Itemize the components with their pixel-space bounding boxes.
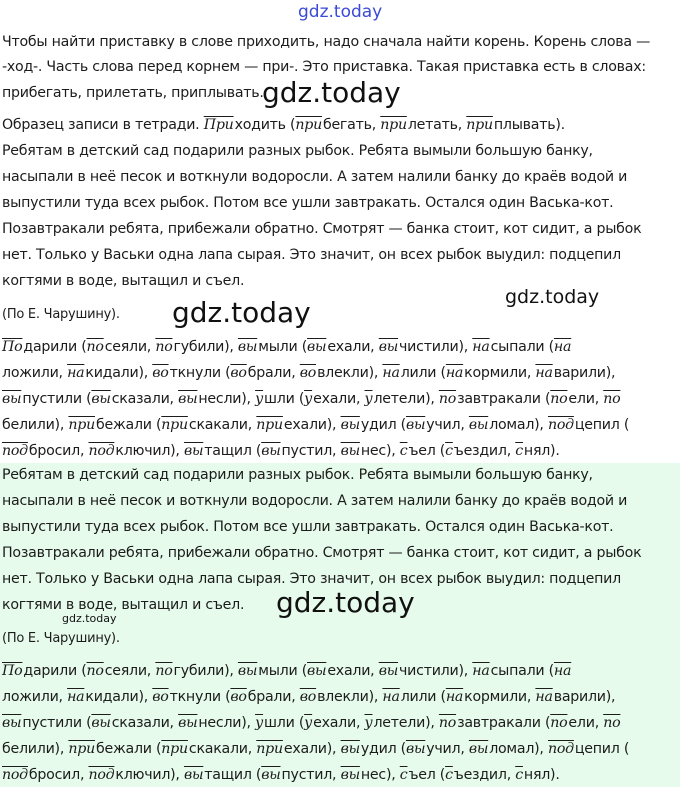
prefix-mark: у: [255, 391, 264, 407]
prefix-mark: вы: [378, 339, 399, 355]
word-rest: ложили,: [2, 689, 68, 705]
prefix-mark: при: [380, 117, 407, 133]
answer-row-4-repeat: [2, 737, 678, 763]
prefix-mark: на: [535, 689, 553, 705]
word-rest: ложили,: [2, 365, 68, 381]
prefix-mark: по: [603, 391, 621, 407]
prefix-mark: вы: [2, 715, 22, 731]
word-rest: ехали,: [313, 391, 365, 407]
prefix-mark: под: [88, 443, 115, 459]
prefix-mark: у: [364, 715, 373, 731]
prefix-mark: под: [547, 417, 574, 433]
prefix-mark: вы: [405, 417, 426, 433]
prefix-mark: на: [445, 689, 464, 705]
prefix-mark: во: [152, 365, 169, 381]
prefix-mark: на: [472, 663, 490, 679]
watermark-4: gdz.today: [276, 586, 415, 619]
prefix-mark: по: [603, 715, 621, 731]
prefix-mark: вы: [405, 741, 426, 757]
watermark-5: gdz.today: [62, 612, 117, 625]
story-line-2: насыпали в неё песок и воткнули водоросли. А затем налили банку до краёв водой и: [2, 169, 628, 185]
prefix-mark: вы: [178, 715, 198, 731]
prefix-mark: под: [88, 767, 115, 783]
word-rest: тащил (: [204, 443, 262, 459]
word-rest: брали,: [247, 689, 300, 705]
word-rest: цепил (: [574, 417, 630, 433]
word-rest: ткнули (: [169, 689, 231, 705]
prefix-mark: на: [67, 365, 85, 381]
prefix-mark: вы: [468, 741, 489, 757]
prefix-mark: на: [382, 689, 400, 705]
story-line-3: выпустили туда всех рыбок. Потом все ушли завтракать. Остался один Васька-кот.: [2, 195, 614, 211]
prefix-mark: вы: [2, 391, 22, 407]
word-rest: ехали,: [327, 663, 379, 679]
prefix-mark: вы: [340, 443, 360, 459]
watermark-1: gdz.today: [262, 76, 401, 109]
prefix-mark: у: [304, 391, 313, 407]
word-rest: ъел (: [408, 767, 446, 783]
prefix-mark: вы: [378, 663, 399, 679]
prefix-mark: под: [2, 767, 28, 783]
prefix-mark: вы: [307, 663, 327, 679]
prefix-mark: вы: [261, 767, 281, 783]
prefix-mark: на: [445, 365, 464, 381]
prefix-mark: с: [445, 443, 453, 459]
word-rest: ели,: [568, 391, 604, 407]
word-rest: ломал),: [489, 741, 548, 757]
story-line-3-repeat: выпустили туда всех рыбок. Потом все ушли завтракать. Остался один Васька-кот.: [2, 519, 614, 535]
word-rest: бежали (: [95, 741, 162, 757]
answer-row-4: [2, 413, 678, 439]
story-line-6-repeat: когтями в воде, вытащил и съел.: [2, 597, 245, 613]
story-line-4: Позавтракали ребята, прибежали обратно. Смотрят — банка стоит, кот сидит, а рыбок: [2, 221, 642, 237]
word-rest: несли),: [198, 391, 256, 407]
prefix-mark: у: [255, 715, 264, 731]
prefix-mark: вы: [340, 417, 360, 433]
word-rest: сказали,: [111, 715, 179, 731]
word-rest: удил (: [360, 741, 406, 757]
prefix-mark: у: [304, 715, 313, 731]
word-rest: нес),: [360, 767, 400, 783]
prefix-mark: на: [535, 365, 553, 381]
prefix-mark: под: [2, 443, 28, 459]
prefix-mark: вы: [237, 663, 258, 679]
prefix-mark: на: [472, 339, 490, 355]
word-rest: кормили,: [464, 365, 536, 381]
prefix-mark: у: [364, 391, 373, 407]
story-line-1: Ребятам в детский сад подарили разных рыбок. Ребята вымыли большую банку,: [2, 143, 593, 159]
word-rest: пустил,: [281, 443, 341, 459]
prefix-mark: на: [553, 663, 572, 679]
prefix-mark: при: [161, 417, 188, 433]
answer-row-2-repeat: [2, 685, 678, 711]
prefix-mark: под: [547, 741, 574, 757]
prefix-mark: с: [399, 767, 408, 783]
prefix-mark: вы: [91, 391, 111, 407]
watermark-2: gdz.today: [172, 296, 311, 329]
prefix-mark: во: [299, 689, 317, 705]
word-rest: пустили (: [22, 715, 92, 731]
prefix-mark: вы: [307, 339, 327, 355]
word-rest: сыпали (: [490, 663, 554, 679]
word-rest: шли (: [264, 391, 305, 407]
word-rest: дарили (: [23, 339, 87, 355]
word-rest: плывать).: [493, 117, 565, 133]
word-rest: завтракали (: [457, 391, 551, 407]
prefix-mark: вы: [237, 339, 258, 355]
prefix-mark: во: [230, 689, 247, 705]
intro-line-1: Чтобы найти приставку в слове приходить, надо сначала найти корень. Корень слова —: [2, 34, 651, 50]
word-rest: ехали,: [327, 339, 379, 355]
word-rest: бросил,: [28, 443, 89, 459]
word-rest: учил,: [426, 741, 469, 757]
word-rest: летели),: [373, 391, 439, 407]
word-rest: чистили),: [399, 663, 473, 679]
prefix-mark: с: [515, 443, 523, 459]
word-rest: нял).: [523, 767, 560, 783]
word-rest: ели,: [568, 715, 604, 731]
word-rest: скакали,: [188, 417, 257, 433]
word-rest: губили),: [173, 663, 238, 679]
prefix-mark: с: [515, 767, 523, 783]
word-rest: тащил (: [204, 767, 262, 783]
prefix-mark: вы: [178, 391, 198, 407]
answer-row-1-repeat: [2, 659, 678, 685]
prefix-mark: с: [399, 443, 408, 459]
word-rest: удил (: [360, 417, 406, 433]
word-rest: несли),: [198, 715, 256, 731]
word-rest: губили),: [173, 339, 238, 355]
prefix-mark: во: [230, 365, 247, 381]
prefix-mark: при: [466, 117, 493, 133]
prefix-mark: вы: [468, 417, 489, 433]
word-rest: цепил (: [574, 741, 630, 757]
prefix-mark: по: [550, 715, 568, 731]
prefix-mark: По: [2, 339, 23, 355]
word-rest: бросил,: [28, 767, 89, 783]
word-rest: влекли),: [317, 365, 383, 381]
word-rest: сеяли,: [104, 339, 156, 355]
word-rest: варили),: [553, 689, 616, 705]
word-rest: ехали,: [313, 715, 365, 731]
word-rest: бегать,: [322, 117, 376, 133]
prefix-mark: вы: [261, 443, 281, 459]
prefix-mark: при: [68, 741, 95, 757]
answer-row-3: [2, 387, 678, 413]
prefix-mark: при: [295, 117, 322, 133]
word-rest: летели),: [373, 715, 439, 731]
word-rest: белили),: [2, 741, 69, 757]
prefix-mark: по: [155, 663, 173, 679]
word-rest: кормили,: [464, 689, 536, 705]
story-line-2-repeat: насыпали в неё песок и воткнули водоросли. А затем налили банку до краёв водой и: [2, 493, 628, 509]
prefix-mark: по: [86, 339, 104, 355]
prefix-mark: на: [67, 689, 85, 705]
prefix-mark: при: [256, 741, 283, 757]
prefix-mark: по: [438, 715, 457, 731]
word-rest: мыли (: [258, 339, 307, 355]
story-line-5: нет. Только у Васьки одна лапа сырая. Это значит, он всех рыбок выудил: подцепил: [2, 247, 621, 263]
answer-row-2: [2, 361, 678, 387]
story-line-6: когтями в воде, вытащил и съел.: [2, 273, 245, 289]
word-rest: ъездил,: [453, 443, 516, 459]
answer-row-5: [2, 439, 678, 465]
story-author-repeat: (По Е. Чарушину).: [2, 631, 120, 646]
prefix-mark: на: [382, 365, 400, 381]
prefix-mark: По: [2, 663, 23, 679]
watermark-3: gdz.today: [505, 286, 600, 308]
word-rest: варили),: [553, 365, 616, 381]
word-rest: нес),: [360, 443, 400, 459]
story-line-4-repeat: Позавтракали ребята, прибежали обратно. Смотрят — банка стоит, кот сидит, а рыбок: [2, 545, 642, 561]
answer-row-3-repeat: [2, 711, 678, 737]
word-rest: нял).: [523, 443, 560, 459]
word-rest: чистили),: [399, 339, 473, 355]
word-rest: завтракали (: [457, 715, 551, 731]
word-rest: лили (: [400, 365, 446, 381]
prefix-mark: по: [550, 391, 568, 407]
intro-line-2: -ход-. Часть слова перед корнем — при-. Это приставка. Такая приставка есть в словах:: [2, 59, 646, 75]
prefix-mark: по: [86, 663, 104, 679]
word-rest: сыпали (: [490, 339, 554, 355]
story-author: (По Е. Чарушину).: [2, 307, 120, 322]
prefix-mark: с: [445, 767, 453, 783]
word-rest: ключил),: [115, 767, 184, 783]
story-line-1-repeat: Ребятам в детский сад подарили разных рыбок. Ребята вымыли большую банку,: [2, 467, 593, 483]
prefix-mark: вы: [183, 767, 204, 783]
word-rest: ходить: [234, 117, 286, 133]
word-rest: шли (: [264, 715, 305, 731]
example-line: Образец записи в тетради. Приходить (прибегать, прилетать, приплывать).: [2, 117, 565, 133]
prefix-mark: при: [161, 741, 188, 757]
prefix-mark: вы: [183, 443, 204, 459]
word-rest: ехали),: [283, 417, 341, 433]
story-line-5-repeat: нет. Только у Васьки одна лапа сырая. Это значит, он всех рыбок выудил: подцепил: [2, 571, 621, 587]
word-rest: дарили (: [23, 663, 87, 679]
word-rest: брали,: [247, 365, 300, 381]
prefix-mark: вы: [340, 741, 360, 757]
word-rest: влекли),: [317, 689, 383, 705]
word-rest: скакали,: [188, 741, 257, 757]
prefix-mark: по: [155, 339, 173, 355]
prefix-mark: вы: [340, 767, 360, 783]
word-rest: сказали,: [111, 391, 179, 407]
word-rest: ъел (: [408, 443, 446, 459]
prefix-mark: при: [68, 417, 95, 433]
word-rest: ключил),: [115, 443, 184, 459]
intro-line-3: прибегать, прилетать, приплывать.: [2, 85, 264, 101]
prefix-mark: во: [152, 689, 169, 705]
word-rest: сеяли,: [104, 663, 156, 679]
word-rest: кидали),: [85, 365, 153, 381]
prefix-mark: на: [553, 339, 572, 355]
word-rest: белили),: [2, 417, 69, 433]
answer-row-5-repeat: [2, 763, 678, 789]
prefix-mark: При: [203, 117, 234, 133]
word-rest: ломал),: [489, 417, 548, 433]
prefix-mark: вы: [91, 715, 111, 731]
prefix-mark: во: [299, 365, 317, 381]
word-rest: ткнули (: [169, 365, 231, 381]
word-rest: лили (: [400, 689, 446, 705]
word-rest: бежали (: [95, 417, 162, 433]
word-rest: пустил,: [281, 767, 341, 783]
word-rest: пустили (: [22, 391, 92, 407]
watermark-top: gdz.today: [298, 2, 383, 22]
word-rest: кидали),: [85, 689, 153, 705]
prefix-mark: при: [256, 417, 283, 433]
word-rest: мыли (: [258, 663, 307, 679]
example-label: Образец записи в тетради.: [2, 117, 200, 133]
prefix-mark: по: [438, 391, 457, 407]
word-rest: ъездил,: [453, 767, 516, 783]
word-rest: учил,: [426, 417, 469, 433]
word-rest: ехали),: [283, 741, 341, 757]
answer-row-1: [2, 335, 678, 361]
word-rest: летать,: [407, 117, 462, 133]
